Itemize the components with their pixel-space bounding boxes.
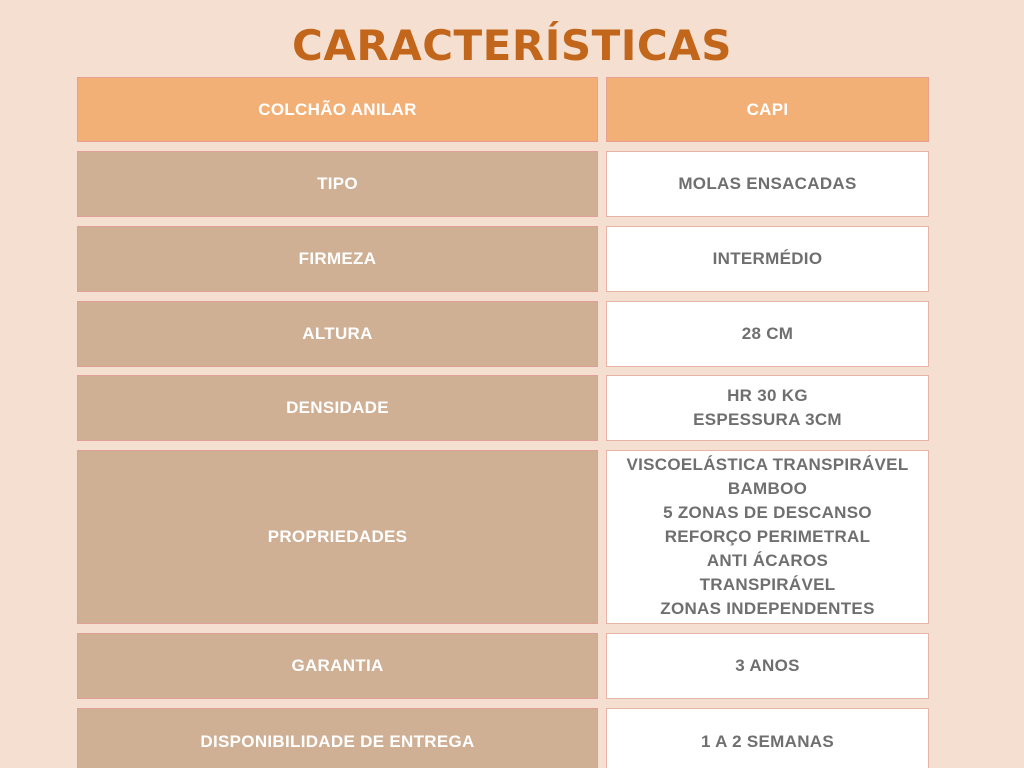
value-line: VISCOELÁSTICA TRANSPIRÁVEL xyxy=(626,455,909,474)
row-label-disponibilidade: DISPONIBILIDADE DE ENTREGA xyxy=(77,708,598,768)
row-label-densidade: DENSIDADE xyxy=(77,375,598,441)
page-title: CARACTERÍSTICAS xyxy=(292,21,732,70)
value-line: MOLAS ENSACADAS xyxy=(678,174,857,193)
value-line: REFORÇO PERIMETRAL xyxy=(664,527,871,546)
row-label-altura: ALTURA xyxy=(77,301,598,367)
value-line: BAMBOO xyxy=(727,479,808,498)
header-product-a: COLCHÃO ANILAR xyxy=(77,77,598,142)
value-line: 3 ANOS xyxy=(735,656,800,675)
row-label-tipo: TIPO xyxy=(77,151,598,217)
value-line: 1 A 2 SEMANAS xyxy=(700,731,834,751)
row-label-firmeza: FIRMEZA xyxy=(77,226,598,292)
row-value-propriedades xyxy=(606,450,929,624)
value-line: ZONAS INDEPENDENTES xyxy=(660,599,875,618)
value-line: ESPESSURA 3CM xyxy=(693,410,842,429)
row-value-firmeza xyxy=(606,226,929,292)
value-line: 28 CM xyxy=(741,324,794,343)
row-label-propriedades: PROPRIEDADES xyxy=(77,450,598,624)
row-value-garantia xyxy=(606,633,929,699)
row-value-tipo xyxy=(606,151,929,217)
value-line: INTERMÉDIO xyxy=(712,249,823,268)
value-line: 5 ZONAS DE DESCANSO xyxy=(663,503,872,522)
header-product-b: CAPI xyxy=(606,77,929,142)
value-line: TRANSPIRÁVEL xyxy=(699,575,836,594)
row-value-altura xyxy=(606,301,929,367)
value-line: HR 30 KG xyxy=(727,386,808,405)
row-value-disponibilidade xyxy=(606,708,929,768)
value-line: ANTI ÁCAROS xyxy=(706,551,829,570)
row-value-densidade xyxy=(606,375,929,441)
row-label-garantia: GARANTIA xyxy=(77,633,598,699)
